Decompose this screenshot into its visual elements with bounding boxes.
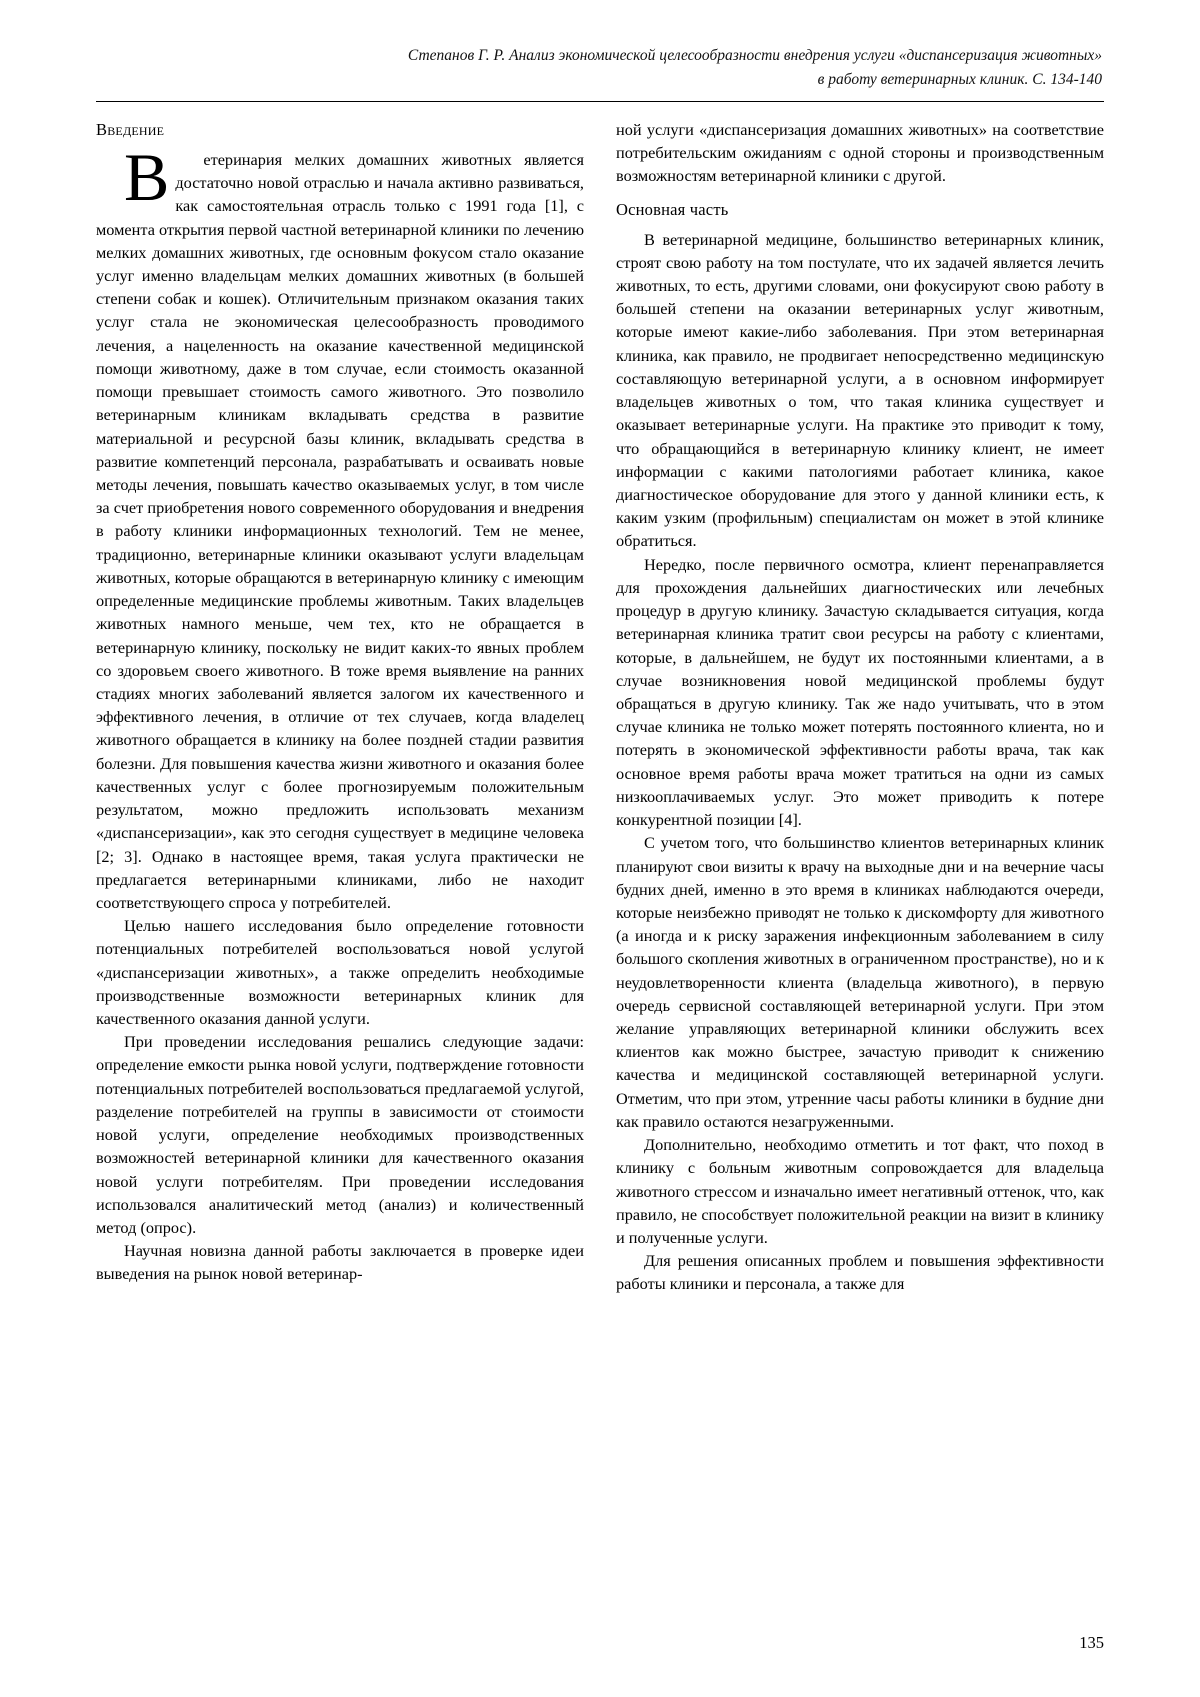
drop-cap: В [124, 138, 170, 215]
paragraph-intro-1-text: етеринария мелких домашних животных является достаточно новой отраслью и начала активно развиваться, как самостоятельная отрасль только с 1991 года [1], с момента открытия первой частной ветеринарной клиники по лечению мелких домашних животных, где основным фокусом стало оказание услуг именно владельцам мелких домашних животных (в большей степени собак и кошек). Отличительным признаком оказания таких услуг стала не экономическая целесообразность проводимого лечения, а нацеленность на оказание качественной медицинской помощи животному, даже в том случае, если стоимость оказанной помощи превышает стоимость самого животного. Это позволило ветеринарным клиникам вкладывать средства в развитие материальной и ресурсной базы клиник, вкладывать средства в развитие компетенций персонала, разрабатывать и осваивать новые методы лечения, повышать качество оказываемых услуг, в том числе за счет приобретения нового современного оборудования и внедрения в работу клиники информационных технологий. Тем не менее, традиционно, ветеринарные клиники оказывают услуги владельцам животных, которые обращаются в ветеринарную клинику с имеющим определенные медицинские проблемы животным. Таких владельцев животных намного меньше, чем тех, кто не обращается в ветеринарную клинику, поскольку не видит каких-то явных проблем со здоровьем своего животного. В тоже время выявление на ранних стадиях многих заболеваний является залогом их качественного и эффективного лечения, в отличие от тех случаев, когда владелец животного обращается в клинику на более поздней стадии развития болезни. Для повышения качества жизни животного и оказания более качественных услуг с более прогнозируемым положительным результатом, можно предложить использовать механизм «диспансеризации», как это сегодня существует в медицине человека [2; 3]. Однако в настоящее время, такая услуга практически не предлагается ветеринарными клиниками, либо не находит соответствующего спроса у потребителей. [96, 149, 584, 912]
paragraph-main-3: С учетом того, что большинство клиентов ветеринарных клиник планируют свои визиты к врачу на выходные дни и на вечерние часы будних дней, именно в это время в клиниках наблюдаются очереди, которые неизбежно приводят не только к дискомфорту для животного (а иногда и к риску заражения инфекционным заболеванием в силу большого скопления животных в ограниченном пространстве), но и к неудовлетворенности клиента (владельца животного), в первую очередь сервисной составляющей ветеринарной услуги. При этом желание управляющих ветеринарной клиники обслужить всех клиентов как можно быстрее, зачастую приводит к снижению качества и медицинской составляющей ветеринарной услуги. Отметим, что при этом, утренние часы работы клиники в будние дни как правило остаются незагруженными. [616, 833, 1104, 1131]
paragraph-intro-1 [96, 138, 584, 914]
paragraph-intro-3: При проведении исследования решались следующие задачи: определение емкости рынка новой услуги, подтверждение готовности потенциальных потребителей воспользоваться предлагаемой услугой, разделение потребителей на группы в зависимости от стоимости новой услуги, определение необходимых производственных возможностей ветеринарной клиники для качественного оказания новой услуги потребителям. При проведении исследования использовался аналитический метод (анализ) и количественный метод (опрос). [96, 1032, 584, 1238]
paragraph-continued: ной услуги «диспансеризация домашних животных» на соответствие потребительским ожиданиям с одной стороны и производственным возможностям ветеринарной клиники с другой. [616, 120, 1104, 186]
left-column [96, 118, 584, 1286]
paragraph-main-5: Для решения описанных проблем и повышения эффективности работы клиники и персонала, а также для [616, 1251, 1104, 1294]
running-head-line-1: Степанов Г. Р. Анализ экономической целесообразности внедрения услуги «диспансеризация животных» [407, 47, 1102, 64]
running-head [96, 44, 1104, 92]
paragraph-intro-4: Научная новизна данной работы заключается в проверке идеи выведения на рынок новой ветеринар- [96, 1241, 584, 1284]
running-head-line-2: в работу ветеринарных клиник. С. 134-140 [817, 71, 1102, 89]
section-heading-main-part: Основная часть [616, 199, 729, 219]
paragraph-main-1: В ветеринарной медицине, большинство ветеринарных клиник, строят свою работу на том постулате, что их задачей является лечить животных, то есть, другими словами, они фокусируют свою работу в большей степени на оказании ветеринарных услуг животным, которые имеют какие-либо заболевания. При этом ветеринарная клиника, как правило, не продвигает непосредственно медицинскую составляющую ветеринарной услуги, а в основном информирует владельцев животных о том, что такая клиника существует и оказывает ветеринарные услуги. На практике это приводит к тому, что обращающийся в ветеринарную клинику клиент, не имеет информации с какими патологиями работает клиника, какое диагностическое оборудование для этого у данной клиники есть, к каким узким (профильным) специалистам он может в этой клинике обратиться. [616, 229, 1104, 551]
two-column-layout [96, 118, 1104, 1296]
section-heading-introduction: Введение [96, 120, 165, 140]
right-column [616, 118, 1104, 1296]
paragraph-main-2: Нередко, после первичного осмотра, клиент перенаправляется для прохождения дальнейших диагностических или лечебных процедур в другую клинику. Зачастую складывается ситуация, когда ветеринарная клиника тратит свои ресурсы на работу с клиентами, которые, в дальнейшем, не будут их постоянными клиентами, а в случае возникновения новой медицинской проблемы будут обращаться в другую клинику. Так же надо учитывать, что в этом случае клиника не только может потерять постоянного клиента, но и потерять в экономической эффективности работы врача, так как основное время работы врача может тратиться на одни из самых низкооплачиваемых услуг. Это может приводить к потере конкурентной позиции [4]. [616, 554, 1104, 830]
paragraph-intro-2: Целью нашего исследования было определение готовности потенциальных потребителей воспользоваться новой услугой «диспансеризации животных», а также определить необходимые производственные возможности ветеринарных клиник для качественного оказания данной услуги. [96, 916, 584, 1029]
header-divider [96, 101, 1104, 102]
paragraph-main-4: Дополнительно, необходимо отметить и тот факт, что поход в клинику с больным животным сопровождается для владельца животного стрессом и изначально имеет негативный оттенок, что, как правило, не способствует положительной реакции на визит в клинику и полученные услуги. [616, 1135, 1104, 1248]
page-number: 135 [1079, 1633, 1104, 1652]
